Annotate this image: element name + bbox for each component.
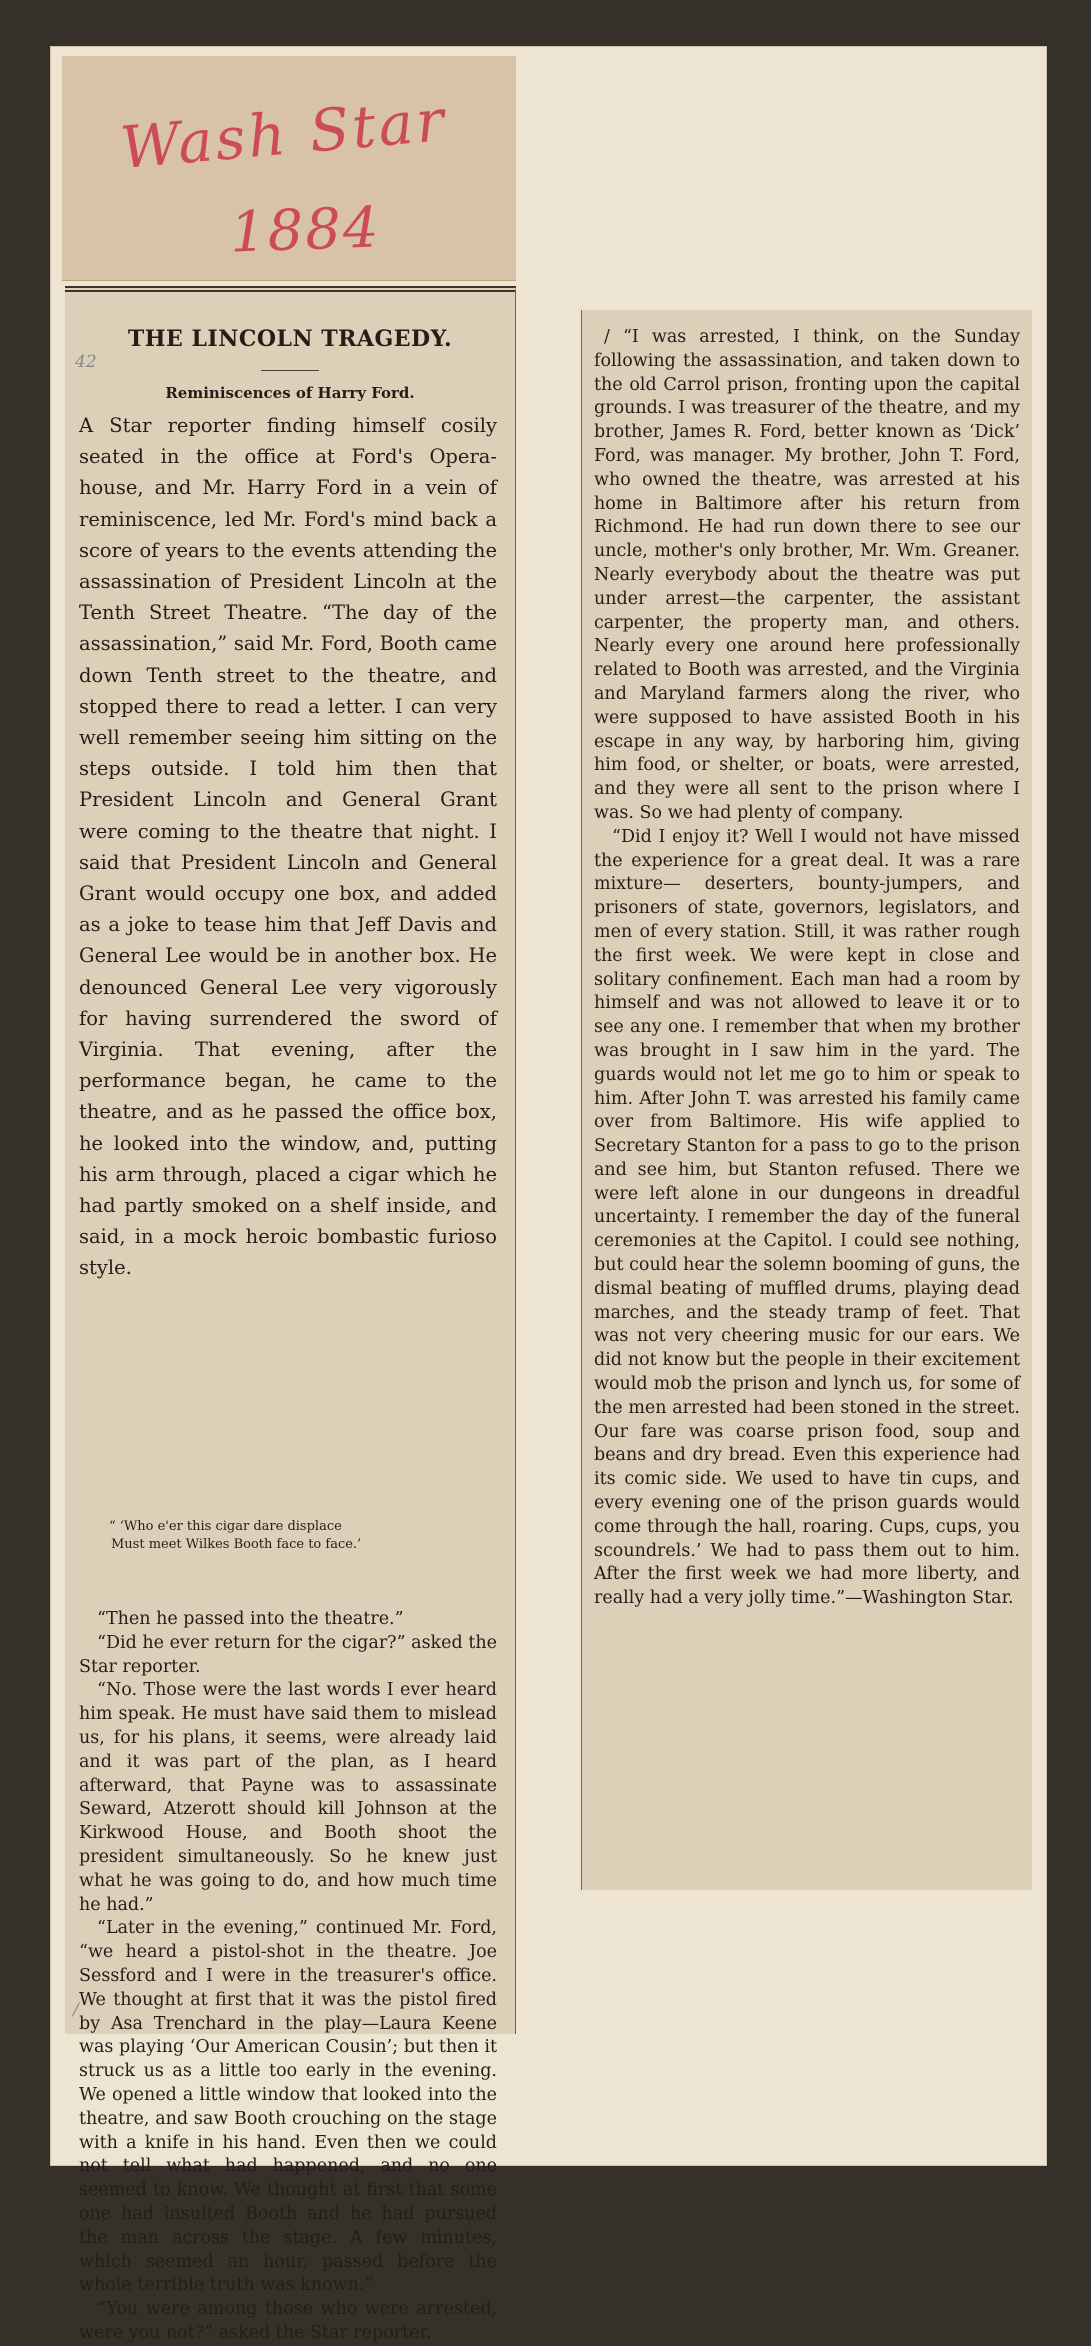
- article-clipping-right: [581, 310, 1032, 1890]
- page-number-mark: 42: [75, 352, 97, 372]
- source-year: 1884: [228, 195, 382, 266]
- quoted-verse: [109, 1518, 469, 1554]
- intro-paragraph: A Star reporter finding himself cosily seated in the office at Ford's Opera-house, and Mr. Harry Ford in a vein of reminiscence, led Mr. Ford's mind back a score of years to the events attending the assassination of President Lincoln at the Tenth Street Theatre. “The day of the assassination,” said Mr. Ford, Booth came down Tenth street to the theatre, and stopped there to read a letter. I can very well remember seeing him sitting on the steps outside. I told him then that President Lincoln and General Grant were coming to the theatre that night. I said that President Lincoln and General Grant would occupy one box, and added as a joke to tease him that Jeff Davis and General Lee would be in another box. He denounced General Lee very vigorously for having surrendered the sword of Virginia. That evening, after the performance began, he came to the theatre, and as he passed the office box, he looked into the window, and, putting his arm through, placed a cigar which he had partly smoked on a shelf inside, and said, in a mock heroic bombastic furioso style.: [79, 414, 497, 1280]
- article-intro-column: [79, 410, 497, 1284]
- paragraph: “Did I enjoy it? Well I would not have missed the experience for a great deal. It was a rare mixture— deserters, bounty-jumpers, and prisoners of state, governors, legislators, and men of every station. Still, it was rather rough the first week. We were kept in close and solitary confinement. Each man had a room by himself and was not allowed to leave it or to see any one. I remember that when my brother was brought in I saw him in the yard. The guards would not let me go to him or speak to him. After John T. was arrested his family came over from Baltimore. His wife applied to Secretary Stanton for a pass to go to the prison and see him, but Stanton refused. There we were left alone in our dungeons in dreadful uncertainty. I remember the day of the funeral ceremonies at the Capitol. I could see nothing, but could hear the solemn booming of guns, the dismal beating of muffled drums, playing dead marches, and the steady tramp of feet. That was not very cheering music for our ears. We did not know but the people in their excitement would mob the prison and lynch us, for some of the men arrested had been stoned in the street. Our fare was coarse prison food, soup and beans and dry bread. Even this experience had its comic side. We used to have tin cups, and every evening one of the prison guards would come through the hall, roaring. Cups, cups, you scoundrels.’ We had to pass them out to him. After the first week we had more liberty, and really had a very jolly time.”—Washington Star.: [594, 826, 1020, 1609]
- article-subheadline: Reminiscences of Harry Ford.: [165, 384, 415, 402]
- verse-line: Must meet Wilkes Booth face to face.’: [111, 1537, 362, 1552]
- paragraph: “Later in the evening,” continued Mr. Ford, “we heard a pistol-shot in the theatre. Joe Sessford and I were in the treasurer's office. We thought at first that it was the pistol fired by Asa Trenchard in the play—Laura Keene was playing ‘Our American Cousin’; but then it struck us as a little too early in the evening. We opened a little window that looked into the theatre, and saw Booth crouching on the stage with a knife in his hand. Even then we could not tell what had happened, and no one seemed to know. We thought at first that some one had insulted Booth and he had pursued the man across the stage. A few minutes, which seemed an hour, passed before the whole terrible truth was known.”: [79, 1918, 497, 2296]
- article-clipping-left: [65, 286, 516, 2343]
- headline-divider: [261, 370, 319, 371]
- article-body-left: [79, 1608, 497, 2346]
- pencil-mark: /: [73, 2000, 79, 2020]
- source-publication: Wash Star: [117, 85, 450, 183]
- paragraph: “You were among those who were arrested, were you not?” asked the Star reporter.: [79, 2299, 497, 2343]
- paragraph: / “I was arrested, I think, on the Sunday following the assassination, and taken down to the old Carrol prison, fronting upon the capital grounds. I was treasurer of the theatre, and my brother, James R. Ford, better known as ‘Dick’ Ford, was manager. My brother, John T. Ford, who owned the theatre, was arrested at his home in Baltimore after his return from Richmond. He had run down there to see our uncle, mother's only brother, Mr. Wm. Greaner. Nearly everybody about the theatre was put under arrest—the carpenter, the assistant carpenter, the property man, and others. Nearly every one around here professionally related to Booth was arrested, and the Virginia and Maryland farmers along the river, who were supposed to have assisted Booth in his escape in any way, by harboring him, giving him food, or shelter, or boats, were arrested, and they were all sent to the prison where I was. So we had plenty of company.: [594, 327, 1020, 823]
- article-headline: THE LINCOLN TRAGEDY.: [127, 326, 453, 352]
- verse-line: “ ‘Who e'er this cigar dare displace: [109, 1519, 342, 1534]
- paragraph: “Did he ever return for the cigar?” asked the Star reporter.: [79, 1632, 497, 1677]
- paragraph: “No. Those were the last words I ever heard him speak. He must have said them to mislead us, for his plans, it seems, were already laid and it was part of the plan, as I heard afterward, that Payne was to assassinate Seward, Atzerott should kill Johnson at the Kirkwood House, and Booth shoot the president simultaneously. So he knew just what he was going to do, and how much time he had.”: [79, 1680, 497, 1915]
- handwritten-source-note: [62, 56, 516, 281]
- article-body-right: [594, 326, 1020, 1611]
- paragraph: “Then he passed into the theatre.”: [97, 1609, 404, 1629]
